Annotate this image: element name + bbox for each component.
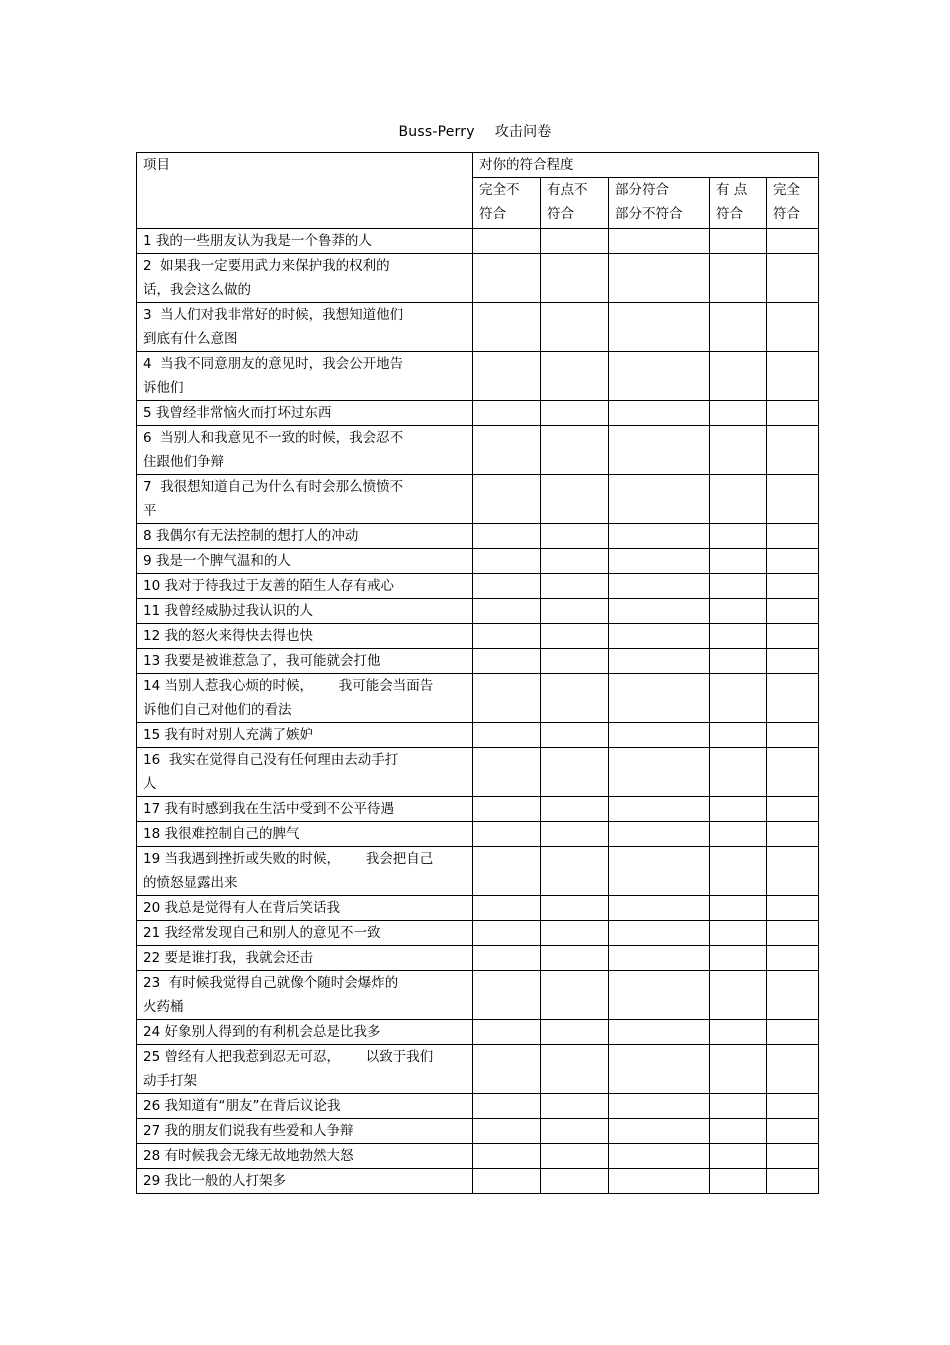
item-text-line: 15 我有时对别人充满了嫉妒 — [143, 727, 313, 743]
response-cell-1[interactable] — [473, 1144, 541, 1169]
choice-label-line: 部分不符合 — [615, 206, 683, 222]
choice-label-line: 符合 — [547, 206, 574, 222]
item-text-line: 16 我实在觉得自己没有任何理由去动手打 — [143, 752, 399, 768]
item-text-line: 20 我总是觉得有人在背后笑话我 — [143, 900, 340, 916]
response-cell-2[interactable] — [541, 549, 609, 574]
choice-label-line: 部分符合 — [615, 182, 669, 198]
response-cell-1[interactable] — [473, 1045, 541, 1094]
response-cell-4[interactable] — [710, 254, 767, 303]
response-cell-3[interactable] — [609, 822, 710, 847]
response-cell-1[interactable] — [473, 1119, 541, 1144]
item-text — [137, 426, 473, 475]
response-cell-2[interactable] — [541, 946, 609, 971]
item-text — [137, 748, 473, 797]
item-text — [137, 896, 473, 921]
response-cell-2[interactable] — [541, 1094, 609, 1119]
response-cell-3[interactable] — [609, 1144, 710, 1169]
response-cell-3[interactable] — [609, 847, 710, 896]
response-cell-2[interactable] — [541, 303, 609, 352]
response-cell-3[interactable] — [609, 524, 710, 549]
response-cell-4[interactable] — [710, 1169, 767, 1194]
table-row — [137, 624, 819, 649]
response-cell-3[interactable] — [609, 426, 710, 475]
item-text — [137, 723, 473, 748]
response-cell-4[interactable] — [710, 475, 767, 524]
table-row — [137, 475, 819, 524]
item-text — [137, 303, 473, 352]
response-cell-3[interactable] — [609, 1020, 710, 1045]
response-cell-2[interactable] — [541, 723, 609, 748]
table-row — [137, 574, 819, 599]
table-row — [137, 229, 819, 254]
item-text — [137, 1119, 473, 1144]
response-cell-2[interactable] — [541, 1045, 609, 1094]
response-cell-5[interactable] — [767, 303, 819, 352]
response-cell-2[interactable] — [541, 1119, 609, 1144]
item-text — [137, 254, 473, 303]
response-cell-4[interactable] — [710, 1045, 767, 1094]
response-cell-5[interactable] — [767, 1020, 819, 1045]
choice-label-line: 符合 — [716, 206, 743, 222]
item-text-line: 22 要是谁打我，我就会还击 — [143, 950, 313, 966]
response-cell-5[interactable] — [767, 822, 819, 847]
item-header: 项目 — [137, 153, 473, 229]
response-cell-3[interactable] — [609, 748, 710, 797]
item-text — [137, 574, 473, 599]
item-text — [137, 797, 473, 822]
item-text-line: 25 曾经有人把我惹到忍无可忍， 以致于我们 — [143, 1049, 434, 1065]
response-cell-5[interactable] — [767, 401, 819, 426]
response-cell-2[interactable] — [541, 797, 609, 822]
item-text-line: 24 好象别人得到的有利机会总是比我多 — [143, 1024, 381, 1040]
response-cell-1[interactable] — [473, 524, 541, 549]
response-cell-2[interactable] — [541, 524, 609, 549]
response-cell-3[interactable] — [609, 475, 710, 524]
item-text — [137, 549, 473, 574]
response-cell-4[interactable] — [710, 229, 767, 254]
response-cell-2[interactable] — [541, 674, 609, 723]
table-row — [137, 1020, 819, 1045]
item-text — [137, 1045, 473, 1094]
table-row — [137, 971, 819, 1020]
item-text-line: 11 我曾经威胁过我认识的人 — [143, 603, 313, 619]
response-cell-2[interactable] — [541, 847, 609, 896]
item-text-line: 诉他们自己对他们的看法 — [143, 702, 292, 718]
response-cell-5[interactable] — [767, 352, 819, 401]
item-text-line: 的愤怒显露出来 — [143, 875, 238, 891]
item-text-line: 9 我是一个脾气温和的人 — [143, 553, 291, 569]
response-cell-3[interactable] — [609, 946, 710, 971]
response-cell-5[interactable] — [767, 229, 819, 254]
table-row — [137, 254, 819, 303]
item-text — [137, 1144, 473, 1169]
response-cell-1[interactable] — [473, 426, 541, 475]
response-cell-2[interactable] — [541, 921, 609, 946]
response-cell-4[interactable] — [710, 822, 767, 847]
title-sub: 攻击问卷 — [494, 124, 552, 140]
item-text — [137, 822, 473, 847]
response-cell-3[interactable] — [609, 971, 710, 1020]
item-text-line: 26 我知道有“朋友”在背后议论我 — [143, 1098, 341, 1114]
response-cell-5[interactable] — [767, 599, 819, 624]
item-text-line: 10 我对于待我过于友善的陌生人存有戒心 — [143, 578, 394, 594]
table-row — [137, 1169, 819, 1194]
item-text-line: 12 我的怒火来得快去得也快 — [143, 628, 313, 644]
response-cell-1[interactable] — [473, 303, 541, 352]
response-cell-4[interactable] — [710, 1144, 767, 1169]
response-cell-1[interactable] — [473, 723, 541, 748]
response-cell-1[interactable] — [473, 599, 541, 624]
response-cell-1[interactable] — [473, 748, 541, 797]
response-cell-1[interactable] — [473, 475, 541, 524]
item-text-line: 5 我曾经非常恼火而打坏过东西 — [143, 405, 332, 421]
response-cell-2[interactable] — [541, 822, 609, 847]
response-cell-4[interactable] — [710, 524, 767, 549]
response-cell-5[interactable] — [767, 921, 819, 946]
response-cell-2[interactable] — [541, 896, 609, 921]
table-row — [137, 822, 819, 847]
table-row — [137, 748, 819, 797]
item-text — [137, 1020, 473, 1045]
response-cell-3[interactable] — [609, 649, 710, 674]
table-row — [137, 1094, 819, 1119]
response-cell-1[interactable] — [473, 847, 541, 896]
response-cell-5[interactable] — [767, 847, 819, 896]
item-text-line: 3 当人们对我非常好的时候，我想知道他们 — [143, 307, 404, 323]
response-cell-5[interactable] — [767, 1119, 819, 1144]
response-cell-1[interactable] — [473, 549, 541, 574]
response-cell-3[interactable] — [609, 1094, 710, 1119]
response-cell-4[interactable] — [710, 797, 767, 822]
response-cell-3[interactable] — [609, 401, 710, 426]
response-cell-5[interactable] — [767, 549, 819, 574]
item-text — [137, 946, 473, 971]
response-cell-3[interactable] — [609, 599, 710, 624]
response-cell-2[interactable] — [541, 1020, 609, 1045]
item-text-line: 6 当别人和我意见不一致的时候，我会忍不 — [143, 430, 404, 446]
item-text-line: 2 如果我一定要用武力来保护我的权利的 — [143, 258, 390, 274]
choice-label-line: 有 点 — [716, 182, 748, 198]
response-cell-4[interactable] — [710, 549, 767, 574]
choice-label-line: 符合 — [773, 206, 800, 222]
response-cell-4[interactable] — [710, 352, 767, 401]
response-cell-1[interactable] — [473, 1020, 541, 1045]
response-cell-5[interactable] — [767, 524, 819, 549]
item-text-line: 21 我经常发现自己和别人的意见不一致 — [143, 925, 381, 941]
response-cell-1[interactable] — [473, 229, 541, 254]
response-cell-3[interactable] — [609, 549, 710, 574]
choice-label-line: 有点不 — [547, 182, 588, 198]
response-cell-3[interactable] — [609, 797, 710, 822]
item-text — [137, 229, 473, 254]
response-cell-3[interactable] — [609, 229, 710, 254]
item-text — [137, 1094, 473, 1119]
item-text-line: 1 我的一些朋友认为我是一个鲁莽的人 — [143, 233, 372, 249]
response-cell-1[interactable] — [473, 797, 541, 822]
response-cell-1[interactable] — [473, 401, 541, 426]
response-cell-2[interactable] — [541, 352, 609, 401]
response-cell-1[interactable] — [473, 971, 541, 1020]
response-cell-5[interactable] — [767, 797, 819, 822]
response-cell-5[interactable] — [767, 426, 819, 475]
response-cell-2[interactable] — [541, 1169, 609, 1194]
response-cell-1[interactable] — [473, 1169, 541, 1194]
response-cell-5[interactable] — [767, 475, 819, 524]
item-text-line: 28 有时候我会无缘无故地勃然大怒 — [143, 1148, 354, 1164]
item-text-line: 4 当我不同意朋友的意见时，我会公开地告 — [143, 356, 404, 372]
item-text-line: 平 — [143, 503, 157, 519]
item-text-line: 18 我很难控制自己的脾气 — [143, 826, 300, 842]
item-text — [137, 971, 473, 1020]
item-text — [137, 847, 473, 896]
response-cell-4[interactable] — [710, 971, 767, 1020]
item-text — [137, 649, 473, 674]
table-row — [137, 426, 819, 475]
table-row — [137, 847, 819, 896]
choice-header-3 — [609, 178, 710, 229]
item-text — [137, 401, 473, 426]
response-cell-4[interactable] — [710, 649, 767, 674]
response-cell-1[interactable] — [473, 574, 541, 599]
item-text-line: 23 有时候我觉得自己就像个随时会爆炸的 — [143, 975, 399, 991]
item-text-line: 13 我要是被谁惹急了，我可能就会打他 — [143, 653, 381, 669]
table-row — [137, 797, 819, 822]
response-cell-1[interactable] — [473, 624, 541, 649]
response-cell-4[interactable] — [710, 723, 767, 748]
table-row — [137, 649, 819, 674]
table-row — [137, 674, 819, 723]
response-cell-2[interactable] — [541, 426, 609, 475]
response-cell-3[interactable] — [609, 1169, 710, 1194]
response-cell-4[interactable] — [710, 1020, 767, 1045]
item-text-line: 19 当我遇到挫折或失败的时候， 我会把自己 — [143, 851, 434, 867]
response-cell-4[interactable] — [710, 674, 767, 723]
response-cell-4[interactable] — [710, 599, 767, 624]
choice-header-2 — [541, 178, 609, 229]
response-cell-2[interactable] — [541, 401, 609, 426]
response-cell-4[interactable] — [710, 401, 767, 426]
document-title — [0, 121, 950, 141]
response-cell-1[interactable] — [473, 674, 541, 723]
response-cell-4[interactable] — [710, 847, 767, 896]
response-cell-2[interactable] — [541, 599, 609, 624]
item-text-line: 火药桶 — [143, 999, 184, 1015]
response-cell-4[interactable] — [710, 1094, 767, 1119]
choice-header-4 — [710, 178, 767, 229]
response-cell-5[interactable] — [767, 574, 819, 599]
response-cell-1[interactable] — [473, 896, 541, 921]
response-cell-4[interactable] — [710, 1119, 767, 1144]
item-text — [137, 1169, 473, 1194]
response-cell-3[interactable] — [609, 254, 710, 303]
response-cell-3[interactable] — [609, 674, 710, 723]
table-row — [137, 946, 819, 971]
response-cell-5[interactable] — [767, 896, 819, 921]
table-row — [137, 599, 819, 624]
response-cell-5[interactable] — [767, 649, 819, 674]
response-cell-4[interactable] — [710, 896, 767, 921]
response-cell-5[interactable] — [767, 1045, 819, 1094]
item-text — [137, 352, 473, 401]
response-cell-5[interactable] — [767, 1094, 819, 1119]
response-cell-3[interactable] — [609, 574, 710, 599]
response-cell-4[interactable] — [710, 946, 767, 971]
response-cell-4[interactable] — [710, 303, 767, 352]
table-row — [137, 921, 819, 946]
choice-header-5 — [767, 178, 819, 229]
response-cell-4[interactable] — [710, 426, 767, 475]
item-text-line: 27 我的朋友们说我有些爱和人争辩 — [143, 1123, 354, 1139]
response-cell-5[interactable] — [767, 1169, 819, 1194]
choice-label-line: 完全 — [773, 182, 800, 198]
item-text-line: 到底有什么意图 — [143, 331, 238, 347]
item-text — [137, 921, 473, 946]
response-cell-3[interactable] — [609, 1045, 710, 1094]
response-cell-2[interactable] — [541, 624, 609, 649]
response-cell-5[interactable] — [767, 254, 819, 303]
item-text-line: 动手打架 — [143, 1073, 197, 1089]
response-cell-2[interactable] — [541, 229, 609, 254]
item-text-line: 住跟他们争辩 — [143, 454, 224, 470]
response-cell-2[interactable] — [541, 649, 609, 674]
title-main: Buss-Perry — [398, 124, 475, 140]
item-text-line: 17 我有时感到我在生活中受到不公平待遇 — [143, 801, 394, 817]
response-cell-2[interactable] — [541, 254, 609, 303]
table-row — [137, 352, 819, 401]
response-cell-1[interactable] — [473, 822, 541, 847]
response-cell-1[interactable] — [473, 352, 541, 401]
item-text-line: 话，我会这么做的 — [143, 282, 251, 298]
table-row — [137, 549, 819, 574]
response-cell-3[interactable] — [609, 921, 710, 946]
response-cell-3[interactable] — [609, 303, 710, 352]
response-cell-3[interactable] — [609, 1119, 710, 1144]
response-cell-1[interactable] — [473, 1094, 541, 1119]
item-text — [137, 599, 473, 624]
item-text-line: 8 我偶尔有无法控制的想打人的冲动 — [143, 528, 359, 544]
choice-label-line: 符合 — [479, 206, 506, 222]
table-row — [137, 1144, 819, 1169]
response-cell-2[interactable] — [541, 1144, 609, 1169]
degree-header: 对你的符合程度 — [473, 153, 819, 178]
response-cell-5[interactable] — [767, 674, 819, 723]
header-row-1 — [137, 153, 819, 178]
response-cell-2[interactable] — [541, 574, 609, 599]
response-cell-5[interactable] — [767, 971, 819, 1020]
item-text-line: 14 当别人惹我心烦的时候， 我可能会当面告 — [143, 678, 434, 694]
response-cell-3[interactable] — [609, 624, 710, 649]
response-cell-5[interactable] — [767, 748, 819, 797]
response-cell-3[interactable] — [609, 896, 710, 921]
response-cell-2[interactable] — [541, 748, 609, 797]
response-cell-1[interactable] — [473, 921, 541, 946]
table-row — [137, 1119, 819, 1144]
table-row — [137, 723, 819, 748]
table-row — [137, 1045, 819, 1094]
response-cell-3[interactable] — [609, 352, 710, 401]
item-text-line: 人 — [143, 776, 157, 792]
table-row — [137, 896, 819, 921]
response-cell-4[interactable] — [710, 574, 767, 599]
response-cell-1[interactable] — [473, 946, 541, 971]
response-cell-1[interactable] — [473, 649, 541, 674]
item-text-line: 诉他们 — [143, 380, 184, 396]
response-cell-5[interactable] — [767, 723, 819, 748]
item-text — [137, 674, 473, 723]
response-cell-5[interactable] — [767, 1144, 819, 1169]
response-cell-4[interactable] — [710, 748, 767, 797]
table-row — [137, 524, 819, 549]
response-cell-4[interactable] — [710, 921, 767, 946]
response-cell-5[interactable] — [767, 946, 819, 971]
choice-label-line: 完全不 — [479, 182, 520, 198]
item-text-line: 29 我比一般的人打架多 — [143, 1173, 286, 1189]
choice-header-1 — [473, 178, 541, 229]
item-text — [137, 475, 473, 524]
response-cell-2[interactable] — [541, 971, 609, 1020]
response-cell-5[interactable] — [767, 624, 819, 649]
item-text-line: 7 我很想知道自己为什么有时会那么愤愤不 — [143, 479, 404, 495]
response-cell-1[interactable] — [473, 254, 541, 303]
item-text — [137, 624, 473, 649]
item-text — [137, 524, 473, 549]
response-cell-2[interactable] — [541, 475, 609, 524]
response-cell-3[interactable] — [609, 723, 710, 748]
table-row — [137, 401, 819, 426]
table-row — [137, 303, 819, 352]
questionnaire-table — [136, 152, 819, 1194]
response-cell-4[interactable] — [710, 624, 767, 649]
